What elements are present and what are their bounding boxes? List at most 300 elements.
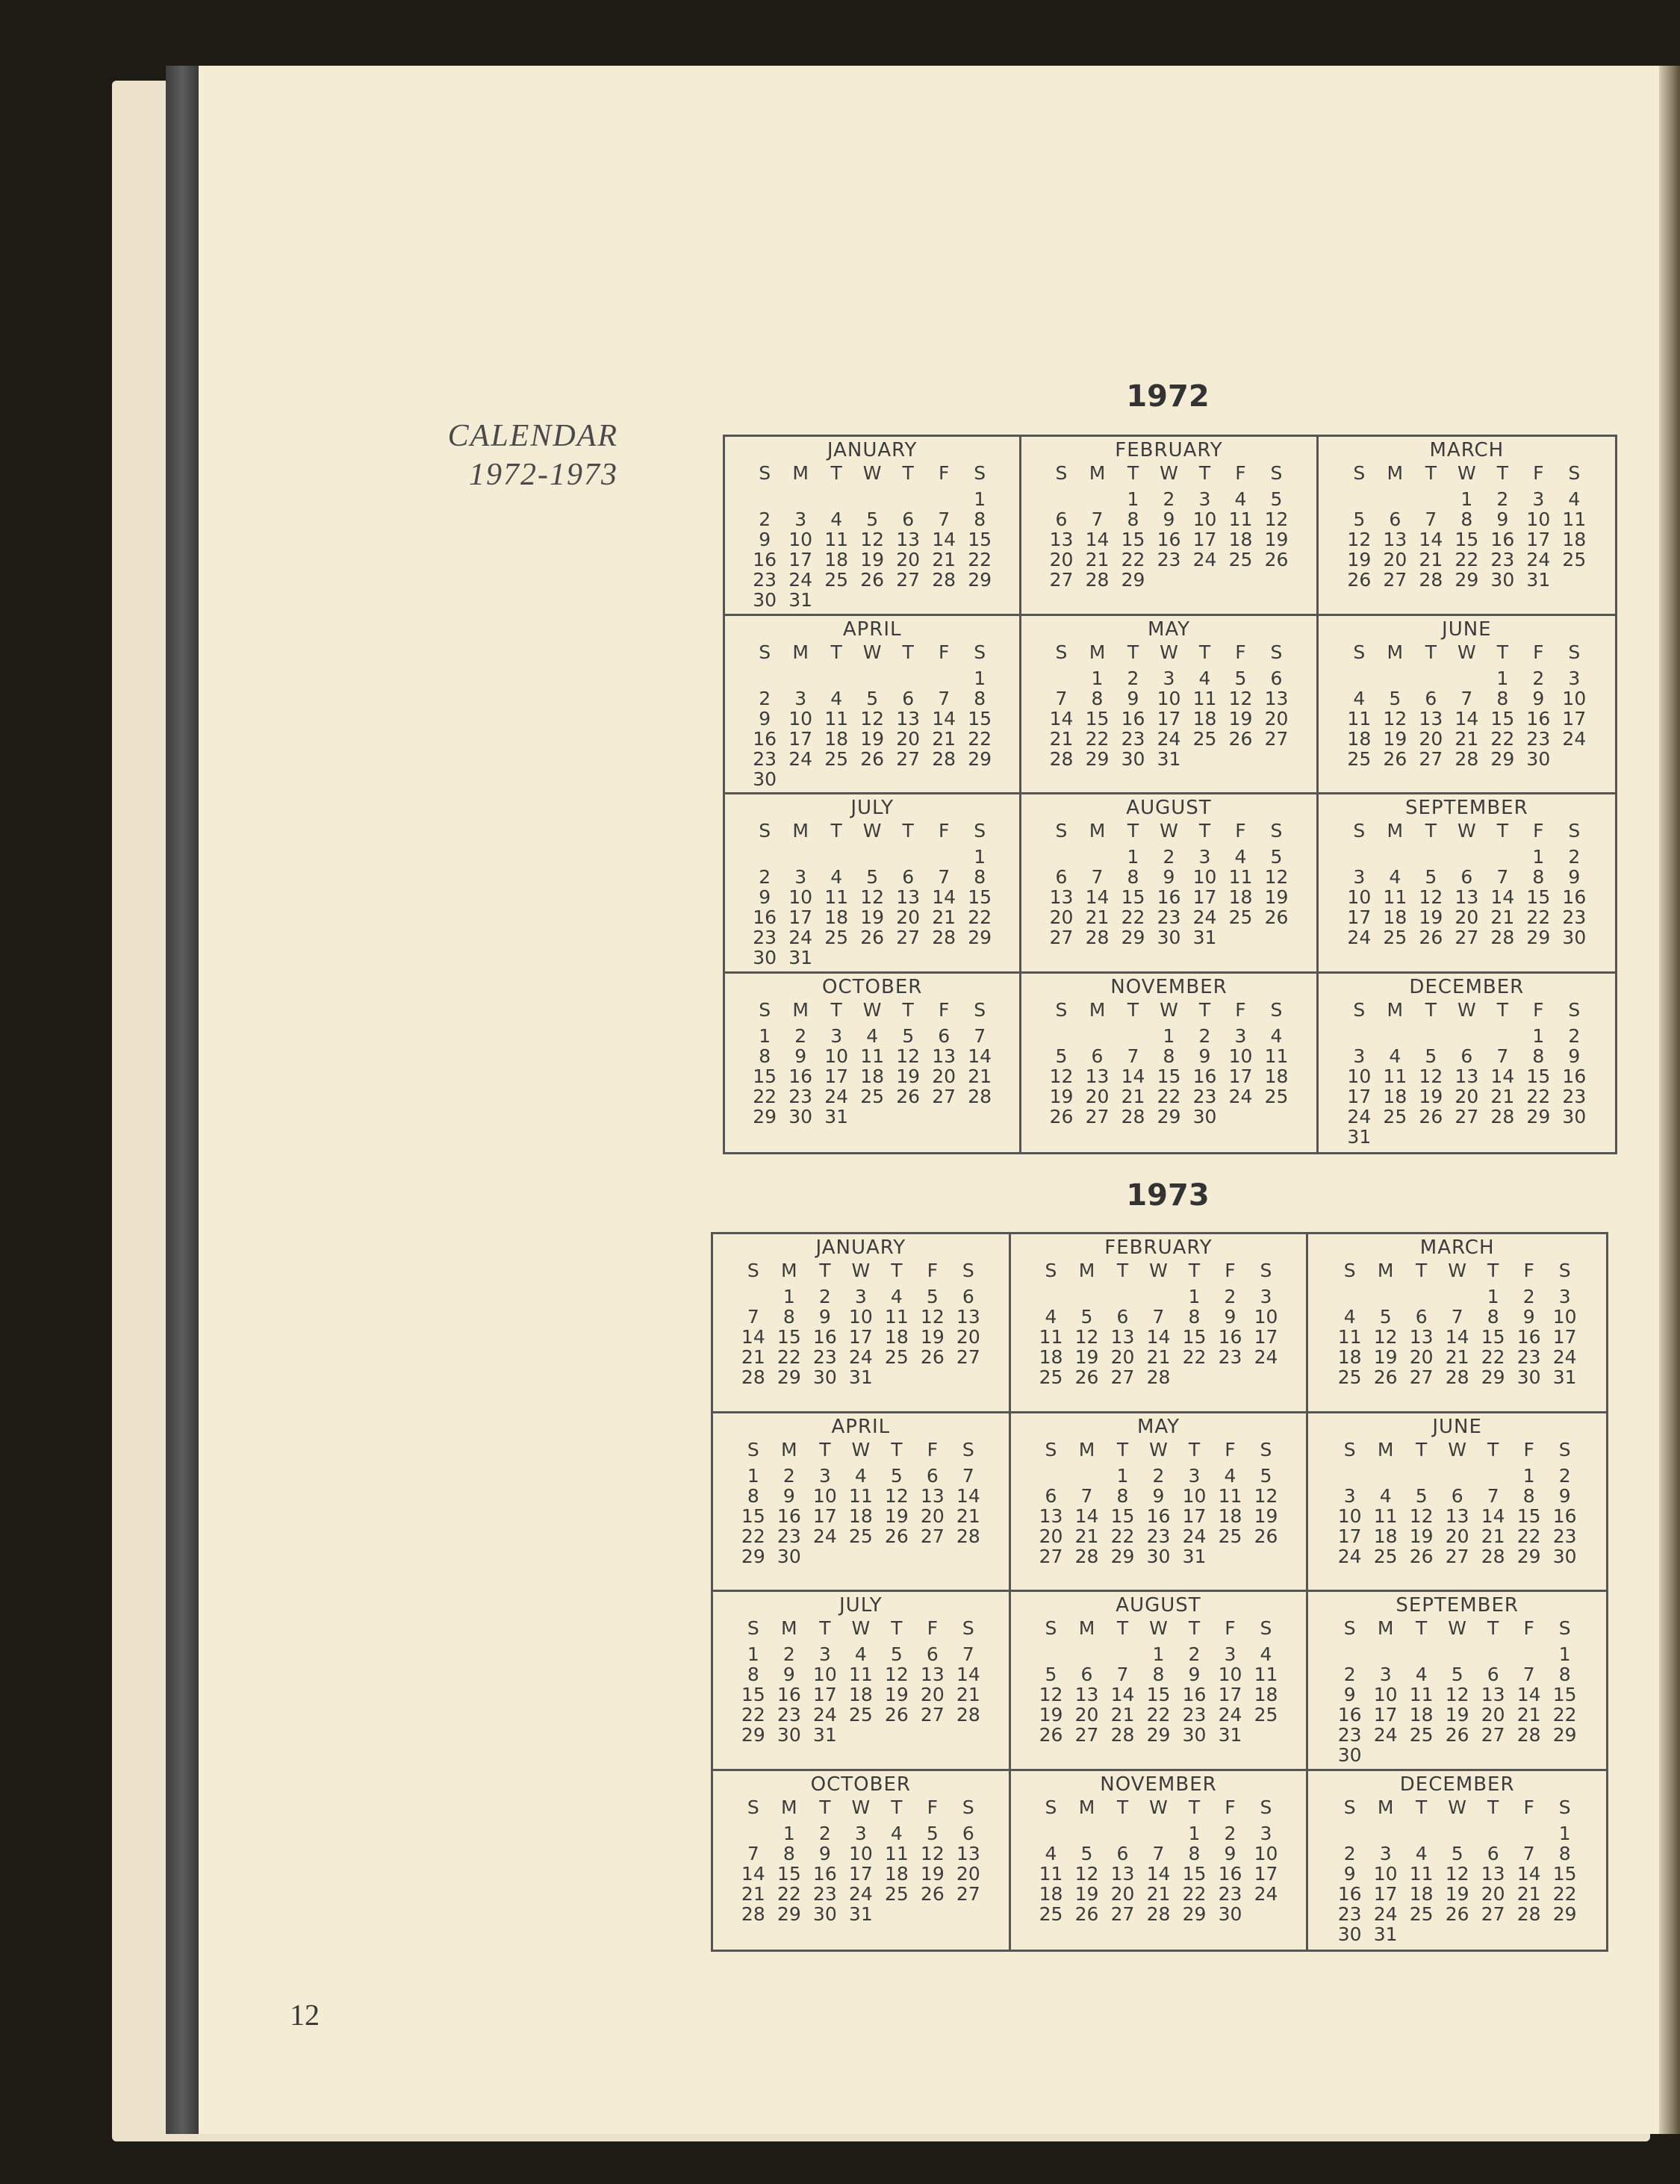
weekday-label: T bbox=[902, 820, 914, 841]
day-number: 5 bbox=[1379, 1306, 1392, 1328]
weekday-label: W bbox=[851, 1617, 871, 1639]
day-number: 18 bbox=[860, 1065, 885, 1087]
day-number: 29 bbox=[753, 1105, 777, 1127]
month-name: MARCH bbox=[1419, 1236, 1495, 1259]
day-number: 27 bbox=[1049, 927, 1074, 948]
day-number: 19 bbox=[920, 1862, 945, 1885]
day-number: 22 bbox=[1121, 549, 1145, 570]
day-number: 13 bbox=[1455, 886, 1479, 908]
page-right-edge bbox=[1659, 66, 1680, 2134]
day-number: 19 bbox=[884, 1505, 909, 1527]
day-number: 26 bbox=[1049, 1105, 1074, 1127]
weekday-label: F bbox=[927, 1260, 939, 1281]
day-number: 5 bbox=[890, 1643, 903, 1665]
day-number: 12 bbox=[1039, 1684, 1063, 1705]
day-number: 6 bbox=[1270, 667, 1283, 689]
weekday-label: W bbox=[1160, 820, 1178, 841]
empty-day bbox=[1079, 847, 1115, 867]
day-number: 21 bbox=[1110, 1704, 1135, 1726]
day-number: 22 bbox=[777, 1346, 801, 1368]
weekday-label: S bbox=[1568, 820, 1581, 841]
weekday-label: S bbox=[747, 1796, 759, 1818]
day-number: 4 bbox=[1415, 1664, 1428, 1685]
day-number: 4 bbox=[1198, 667, 1211, 689]
day-number: 30 bbox=[1516, 1366, 1541, 1388]
day-number: 6 bbox=[1116, 1842, 1129, 1864]
day-number: 23 bbox=[812, 1882, 837, 1905]
weekday-label: S bbox=[1343, 1617, 1356, 1639]
day-number: 4 bbox=[1353, 687, 1366, 709]
day-number: 2 bbox=[1496, 488, 1509, 510]
day-number: 17 bbox=[1192, 886, 1217, 908]
day-number: 11 bbox=[1409, 1684, 1434, 1705]
day-number: 21 bbox=[932, 549, 956, 570]
day-number: 21 bbox=[1490, 906, 1515, 928]
day-number: 5 bbox=[866, 687, 879, 709]
day-number: 25 bbox=[1337, 1366, 1362, 1388]
weekday-label: M bbox=[1377, 1260, 1394, 1281]
day-number: 17 bbox=[1562, 707, 1587, 729]
day-number: 27 bbox=[1264, 727, 1289, 750]
day-number: 14 bbox=[1490, 886, 1515, 908]
day-number: 19 bbox=[896, 1065, 921, 1087]
day-number: 16 bbox=[1337, 1882, 1362, 1905]
day-number: 17 bbox=[1182, 1505, 1207, 1527]
day-number: 1 bbox=[1188, 1286, 1201, 1307]
day-number: 19 bbox=[920, 1326, 945, 1348]
day-number: 16 bbox=[753, 906, 777, 928]
day-number: 24 bbox=[1157, 727, 1181, 750]
day-number: 13 bbox=[1049, 529, 1074, 550]
day-number: 21 bbox=[1490, 1085, 1515, 1107]
day-number: 4 bbox=[1260, 1643, 1272, 1665]
month-name: NOVEMBER bbox=[1110, 975, 1228, 998]
day-number: 7 bbox=[938, 508, 951, 530]
day-number: 24 bbox=[1182, 1525, 1207, 1547]
day-number: 1 bbox=[1188, 1822, 1201, 1844]
month-name: JUNE bbox=[1442, 617, 1492, 641]
day-number: 7 bbox=[938, 866, 951, 888]
day-number: 5 bbox=[1451, 1664, 1463, 1685]
day-number: 8 bbox=[974, 508, 986, 530]
day-number: 23 bbox=[1526, 727, 1551, 750]
day-number: 21 bbox=[1481, 1525, 1505, 1547]
day-number: 5 bbox=[902, 1024, 915, 1047]
day-number: 22 bbox=[1481, 1346, 1505, 1368]
day-number: 1 bbox=[783, 1286, 795, 1307]
day-number: 13 bbox=[896, 707, 921, 729]
day-number: 23 bbox=[753, 747, 777, 770]
day-number: 9 bbox=[759, 529, 771, 550]
day-number: 28 bbox=[968, 1085, 992, 1107]
empty-day bbox=[735, 1823, 771, 1844]
day-number: 23 bbox=[1121, 727, 1145, 750]
day-number: 14 bbox=[1445, 1326, 1469, 1348]
day-number: 16 bbox=[788, 1065, 813, 1087]
weekday-label: T bbox=[1487, 1796, 1499, 1818]
weekday-label: S bbox=[1343, 1438, 1356, 1460]
day-number: 6 bbox=[1487, 1842, 1499, 1864]
day-number: 1 bbox=[783, 1822, 795, 1844]
day-number: 15 bbox=[1157, 1065, 1181, 1087]
day-number: 11 bbox=[1383, 886, 1407, 908]
day-number: 14 bbox=[956, 1484, 980, 1507]
weekday-label: W bbox=[1457, 820, 1476, 841]
weekday-label: F bbox=[1533, 462, 1544, 484]
month-name: AUGUST bbox=[1116, 1594, 1201, 1617]
day-number: 17 bbox=[824, 1065, 849, 1087]
day-number: 11 bbox=[1228, 866, 1253, 888]
day-number: 19 bbox=[1074, 1882, 1099, 1905]
day-number: 9 bbox=[1496, 508, 1509, 530]
day-number: 19 bbox=[1373, 1346, 1398, 1368]
empty-day bbox=[1140, 1287, 1176, 1307]
day-number: 24 bbox=[788, 927, 813, 948]
empty-day bbox=[1140, 1823, 1176, 1844]
day-number: 12 bbox=[1347, 529, 1372, 550]
day-number: 4 bbox=[1568, 488, 1581, 510]
day-number: 25 bbox=[1383, 1105, 1407, 1127]
empty-day bbox=[1449, 1026, 1484, 1046]
day-number: 7 bbox=[1091, 866, 1104, 888]
month-name: OCTOBER bbox=[822, 975, 923, 998]
empty-day bbox=[926, 489, 962, 509]
weekday-label: S bbox=[1045, 1260, 1057, 1281]
day-number: 7 bbox=[1522, 1664, 1535, 1685]
day-number: 26 bbox=[1419, 1105, 1443, 1127]
day-number: 26 bbox=[1373, 1366, 1398, 1388]
day-number: 19 bbox=[1347, 549, 1372, 570]
day-number: 13 bbox=[956, 1842, 980, 1864]
month-february-1973 bbox=[1011, 1234, 1309, 1413]
weekday-label: T bbox=[891, 1796, 903, 1818]
day-number: 8 bbox=[1163, 1045, 1175, 1067]
day-number: 2 bbox=[1224, 1822, 1236, 1844]
day-number: 13 bbox=[1110, 1862, 1135, 1885]
day-number: 24 bbox=[812, 1525, 837, 1547]
weekday-label: T bbox=[1487, 1438, 1499, 1460]
day-number: 26 bbox=[1264, 906, 1289, 928]
weekday-label: W bbox=[1448, 1796, 1467, 1818]
day-number: 24 bbox=[848, 1882, 873, 1905]
empty-day bbox=[1413, 668, 1449, 688]
day-number: 16 bbox=[1552, 1505, 1577, 1527]
month-april-1973 bbox=[713, 1413, 1011, 1593]
day-number: 25 bbox=[884, 1346, 909, 1368]
day-number: 22 bbox=[1110, 1525, 1135, 1547]
weekday-label: T bbox=[830, 998, 842, 1021]
day-number: 22 bbox=[1526, 906, 1551, 928]
day-number: 20 bbox=[1481, 1704, 1505, 1726]
weekday-label: W bbox=[851, 1438, 871, 1460]
day-grid bbox=[1033, 1796, 1284, 1924]
day-number: 8 bbox=[1558, 1664, 1571, 1685]
day-number: 5 bbox=[890, 1464, 903, 1487]
month-name: JULY bbox=[850, 797, 894, 819]
day-number: 25 bbox=[848, 1704, 873, 1726]
empty-day bbox=[1404, 1287, 1440, 1307]
empty-day bbox=[1449, 847, 1484, 867]
weekday-label: W bbox=[862, 820, 882, 841]
day-number: 12 bbox=[1419, 1065, 1443, 1087]
day-grid bbox=[1332, 1260, 1583, 1387]
day-number: 16 bbox=[1192, 1065, 1217, 1087]
weekday-label: M bbox=[781, 1617, 797, 1639]
day-number: 21 bbox=[932, 727, 956, 750]
day-number: 30 bbox=[1490, 569, 1515, 591]
empty-day bbox=[735, 1287, 771, 1307]
day-number: 3 bbox=[794, 866, 807, 888]
weekday-label: T bbox=[902, 998, 914, 1021]
weekday-label: F bbox=[1225, 1617, 1236, 1639]
day-number: 12 bbox=[860, 886, 885, 908]
month-january-1973 bbox=[713, 1234, 1011, 1413]
day-number: 5 bbox=[1353, 508, 1366, 530]
calendar-grid-1972 bbox=[723, 435, 1617, 1154]
day-number: 13 bbox=[1445, 1505, 1469, 1527]
day-number: 27 bbox=[1481, 1724, 1505, 1746]
day-number: 24 bbox=[824, 1085, 849, 1107]
day-number: 26 bbox=[1228, 727, 1253, 750]
day-number: 28 bbox=[1419, 569, 1443, 591]
day-number: 31 bbox=[824, 1105, 849, 1127]
day-number: 23 bbox=[753, 569, 777, 591]
day-number: 3 bbox=[1260, 1822, 1272, 1844]
day-number: 21 bbox=[1445, 1346, 1469, 1368]
weekday-label: S bbox=[1270, 641, 1283, 663]
day-number: 22 bbox=[1085, 727, 1110, 750]
day-number: 12 bbox=[1445, 1862, 1469, 1885]
day-number: 29 bbox=[1085, 747, 1110, 770]
day-number: 6 bbox=[1055, 866, 1068, 888]
day-number: 20 bbox=[1419, 727, 1443, 750]
day-number: 20 bbox=[896, 549, 921, 570]
day-number: 10 bbox=[1192, 866, 1217, 888]
day-number: 1 bbox=[1460, 488, 1473, 510]
day-number: 5 bbox=[1080, 1842, 1093, 1864]
day-number: 10 bbox=[824, 1045, 849, 1067]
day-number: 11 bbox=[1254, 1664, 1278, 1685]
day-number: 18 bbox=[1228, 529, 1253, 550]
empty-day bbox=[1413, 847, 1449, 867]
day-number: 19 bbox=[1445, 1882, 1469, 1905]
day-number: 10 bbox=[812, 1484, 837, 1507]
day-number: 17 bbox=[848, 1326, 873, 1348]
weekday-label: S bbox=[1260, 1260, 1272, 1281]
weekday-label: F bbox=[1523, 1260, 1534, 1281]
day-number: 10 bbox=[1562, 687, 1587, 709]
day-number: 9 bbox=[1163, 508, 1175, 530]
weekday-label: M bbox=[1089, 641, 1106, 663]
weekday-label: M bbox=[792, 998, 809, 1021]
day-number: 9 bbox=[1163, 866, 1175, 888]
day-number: 30 bbox=[1526, 747, 1551, 770]
day-number: 20 bbox=[956, 1862, 980, 1885]
day-number: 31 bbox=[1552, 1366, 1577, 1388]
day-number: 2 bbox=[1163, 846, 1175, 868]
day-number: 21 bbox=[1121, 1085, 1145, 1107]
day-number: 20 bbox=[1264, 707, 1289, 729]
month-september-1973 bbox=[1308, 1592, 1606, 1771]
day-number: 9 bbox=[1188, 1664, 1201, 1685]
day-number: 9 bbox=[759, 707, 771, 729]
day-number: 6 bbox=[1460, 1045, 1473, 1067]
day-number: 4 bbox=[1415, 1842, 1428, 1864]
empty-day bbox=[747, 489, 783, 509]
day-number: 20 bbox=[956, 1326, 980, 1348]
day-number: 23 bbox=[1192, 1085, 1217, 1107]
day-number: 29 bbox=[1526, 927, 1551, 948]
day-number: 26 bbox=[1419, 927, 1443, 948]
weekday-label: T bbox=[819, 1617, 831, 1639]
weekday-label: T bbox=[1116, 1438, 1129, 1460]
day-number: 9 bbox=[783, 1484, 795, 1507]
day-number: 22 bbox=[1146, 1704, 1171, 1726]
day-number: 6 bbox=[1460, 866, 1473, 888]
weekday-label: M bbox=[1089, 462, 1106, 484]
day-number: 28 bbox=[932, 747, 956, 770]
day-number: 3 bbox=[1198, 846, 1211, 868]
day-number: 21 bbox=[968, 1065, 992, 1087]
month-name: APRIL bbox=[831, 1415, 891, 1438]
day-number: 1 bbox=[1532, 1024, 1545, 1047]
day-number: 9 bbox=[1224, 1842, 1236, 1864]
page-title-line2: 1972-1973 bbox=[469, 458, 618, 492]
day-number: 12 bbox=[1419, 886, 1443, 908]
month-name: DECEMBER bbox=[1399, 1773, 1515, 1796]
month-june-1972 bbox=[1319, 616, 1615, 795]
day-number: 28 bbox=[741, 1903, 765, 1925]
day-number: 22 bbox=[741, 1525, 765, 1547]
day-number: 15 bbox=[1146, 1684, 1171, 1705]
year-heading-1973: 1973 bbox=[1126, 1178, 1210, 1213]
day-number: 8 bbox=[1522, 1484, 1535, 1507]
weekday-label: S bbox=[974, 462, 986, 484]
day-number: 12 bbox=[920, 1306, 945, 1328]
day-number: 31 bbox=[848, 1366, 873, 1388]
day-number: 9 bbox=[1532, 687, 1545, 709]
calendar-grid-1973 bbox=[711, 1232, 1608, 1952]
day-number: 15 bbox=[1481, 1326, 1505, 1348]
weekday-label: T bbox=[1116, 1617, 1129, 1639]
day-grid bbox=[1033, 1617, 1284, 1745]
day-number: 10 bbox=[1228, 1045, 1253, 1067]
day-number: 31 bbox=[1347, 1125, 1372, 1148]
month-august-1973 bbox=[1011, 1592, 1309, 1771]
day-number: 13 bbox=[1383, 529, 1407, 550]
day-number: 28 bbox=[1516, 1724, 1541, 1746]
day-grid bbox=[1043, 820, 1294, 948]
day-number: 16 bbox=[753, 727, 777, 750]
day-number: 5 bbox=[1260, 1464, 1272, 1487]
day-number: 11 bbox=[824, 529, 849, 550]
year-heading-1972: 1972 bbox=[1126, 379, 1210, 414]
day-number: 11 bbox=[1039, 1326, 1063, 1348]
day-number: 21 bbox=[1146, 1882, 1171, 1905]
day-number: 21 bbox=[1419, 549, 1443, 570]
day-number: 19 bbox=[1419, 1085, 1443, 1107]
day-number: 17 bbox=[812, 1505, 837, 1527]
day-number: 30 bbox=[777, 1545, 801, 1567]
day-number: 30 bbox=[1121, 747, 1145, 770]
day-number: 17 bbox=[1373, 1704, 1398, 1726]
day-number: 12 bbox=[1383, 707, 1407, 729]
weekday-label: S bbox=[1568, 998, 1581, 1021]
empty-day bbox=[1377, 489, 1413, 509]
weekday-label: F bbox=[938, 462, 950, 484]
day-number: 13 bbox=[920, 1484, 945, 1507]
day-number: 17 bbox=[812, 1684, 837, 1705]
day-number: 4 bbox=[1270, 1024, 1283, 1047]
weekday-label: T bbox=[1198, 641, 1211, 663]
day-number: 12 bbox=[884, 1664, 909, 1685]
weekday-label: S bbox=[1270, 462, 1283, 484]
day-number: 11 bbox=[848, 1664, 873, 1685]
day-number: 30 bbox=[1337, 1923, 1362, 1945]
day-number: 5 bbox=[1389, 687, 1401, 709]
day-number: 18 bbox=[824, 906, 849, 928]
day-number: 29 bbox=[1552, 1903, 1577, 1925]
weekday-label: M bbox=[1089, 998, 1106, 1021]
day-number: 7 bbox=[747, 1306, 759, 1328]
day-number: 2 bbox=[1522, 1286, 1535, 1307]
day-number: 6 bbox=[1487, 1664, 1499, 1685]
day-number: 8 bbox=[1091, 687, 1104, 709]
day-number: 28 bbox=[1445, 1366, 1469, 1388]
month-october-1972 bbox=[725, 974, 1021, 1153]
weekday-label: T bbox=[1416, 1796, 1428, 1818]
day-number: 24 bbox=[1254, 1346, 1278, 1368]
day-number: 23 bbox=[1516, 1346, 1541, 1368]
day-grid bbox=[747, 641, 998, 789]
day-number: 28 bbox=[1085, 569, 1110, 591]
day-number: 29 bbox=[1552, 1724, 1577, 1746]
weekday-label: M bbox=[792, 641, 809, 663]
day-number: 17 bbox=[1347, 906, 1372, 928]
month-june-1973 bbox=[1308, 1413, 1606, 1593]
weekday-label: F bbox=[938, 641, 950, 663]
empty-day bbox=[818, 489, 854, 509]
day-number: 26 bbox=[1254, 1525, 1278, 1547]
weekday-label: S bbox=[1055, 820, 1068, 841]
day-number: 26 bbox=[1074, 1903, 1099, 1925]
day-number: 21 bbox=[932, 906, 956, 928]
day-number: 2 bbox=[818, 1822, 831, 1844]
day-grid bbox=[747, 820, 998, 968]
day-number: 30 bbox=[753, 589, 777, 611]
day-number: 6 bbox=[938, 1024, 951, 1047]
day-number: 9 bbox=[1198, 1045, 1211, 1067]
day-number: 27 bbox=[1383, 569, 1407, 591]
weekday-label: S bbox=[1558, 1796, 1571, 1818]
day-number: 14 bbox=[968, 1045, 992, 1067]
day-number: 26 bbox=[896, 1085, 921, 1107]
day-number: 19 bbox=[1409, 1525, 1434, 1547]
day-number: 6 bbox=[1425, 687, 1437, 709]
weekday-label: W bbox=[1457, 998, 1476, 1021]
weekday-label: S bbox=[1343, 1796, 1356, 1818]
day-number: 18 bbox=[1383, 1085, 1407, 1107]
day-number: 23 bbox=[1337, 1724, 1362, 1746]
weekday-label: S bbox=[747, 1438, 759, 1460]
day-number: 20 bbox=[932, 1065, 956, 1087]
weekday-label: S bbox=[1353, 641, 1366, 663]
day-number: 9 bbox=[783, 1664, 795, 1685]
day-number: 24 bbox=[1562, 727, 1587, 750]
day-number: 31 bbox=[1373, 1923, 1398, 1945]
weekday-label: T bbox=[1116, 1796, 1129, 1818]
day-number: 13 bbox=[1110, 1326, 1135, 1348]
